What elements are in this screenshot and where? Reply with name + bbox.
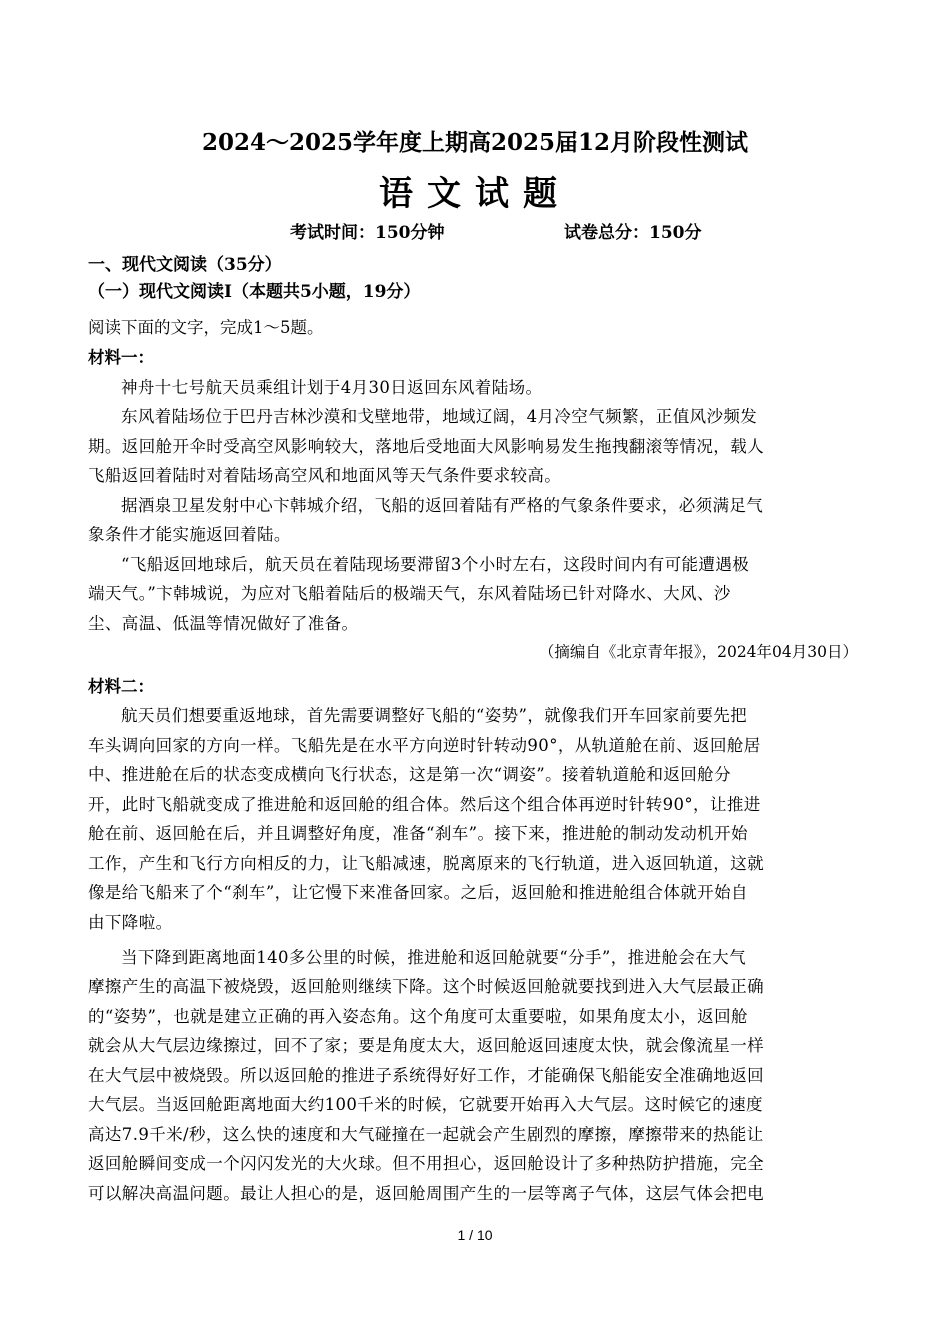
material1-line: 飞船返回着陆时对着陆场高空风和地面风等天气条件要求较高。 (88, 466, 562, 485)
material2-line: 摩擦产生的高温下被烧毁，返回舱则继续下降。这个时候返回舱就要找到进入大气层最正确 (88, 977, 764, 996)
subsection-heading: （一）现代文阅读Ⅰ（本题共5小题，19分） (88, 282, 421, 302)
material2-line: 车头调向回家的方向一样。飞船先是在水平方向逆时针转动90°，从轨道舱在前、返回舱居 (88, 736, 761, 755)
material1-line: 端天气。”卞韩城说，为应对飞船着陆后的极端天气，东风着陆场已针对降水、大风、沙 (88, 584, 731, 603)
material1-line: 据酒泉卫星发射中心卞韩城介绍，飞船的返回着陆有严格的气象条件要求，必须满足气 (121, 496, 764, 515)
material2-line: 大气层。当返回舱距离地面大约100千米的时候，它就要开始再入大气层。这时候它的速度 (88, 1095, 763, 1114)
material2-line: 返回舱瞬间变成一个闪闪发光的大火球。但不用担心，返回舱设计了多种热防护措施，完全 (88, 1154, 764, 1173)
material1-line: 东风着陆场位于巴丹吉林沙漠和戈壁地带，地域辽阔，4月冷空气频繁，正值风沙频发 (121, 407, 758, 426)
material2-line: 舱在前、返回舱在后，并且调整好角度，准备“刹车”。接下来，推进舱的制动发动机开始 (88, 824, 748, 843)
material1-source: （摘编自《北京青年报》，2024年04月30日） (538, 643, 858, 661)
instruction-text: 阅读下面的文字，完成1～5题。 (88, 318, 324, 337)
material2-label: 材料二： (88, 677, 154, 696)
exam-title: 2024～2025学年度上期高2025届12月阶段性测试 (201, 129, 749, 156)
material2-line: 可以解决高温问题。最让人担心的是，返回舱周围产生的一层等离子气体，这层气体会把电 (88, 1184, 764, 1203)
material1-line: 神舟十七号航天员乘组计划于4月30日返回东风着陆场。 (121, 378, 543, 397)
material2-line: 航天员们想要重返地球，首先需要调整好飞船的“姿势”，就像我们开车回家前要先把 (121, 706, 748, 725)
material2-line: 就会从大气层边缘擦过，回不了家；要是角度太大，返回舱返回速度太快，就会像流星一样 (88, 1036, 764, 1055)
material2-line: 由下降啦。 (88, 913, 173, 932)
section-heading: 一、现代文阅读（35分） (88, 255, 282, 275)
material2-line: 在大气层中被烧毁。所以返回舱的推进子系统得好好工作，才能确保飞船能安全准确地返回 (88, 1066, 764, 1085)
material1-line: 象条件才能实施返回着陆。 (88, 525, 291, 544)
material2-line: 工作，产生和飞行方向相反的力，让飞船减速，脱离原来的飞行轨道，进入返回轨道，这就 (88, 854, 764, 873)
material2-line: 中、推进舱在后的状态变成横向飞行状态，这是第一次“调姿”。接着轨道舱和返回舱分 (88, 765, 731, 784)
total-score: 试卷总分：150分 (564, 223, 702, 243)
material1-line: 期。返回舱开伞时受高空风影响较大，落地后受地面大风影响易发生拖拽翻滚等情况，载人 (88, 437, 764, 456)
subject-title: 语文试题 (379, 174, 571, 214)
page-number: 1 / 10 (457, 1227, 493, 1243)
material1-line: “飞船返回地球后，航天员在着陆现场要滞留3个小时左右，这段时间内有可能遭遇极 (121, 555, 750, 574)
material1-line: 尘、高温、低温等情况做好了准备。 (88, 614, 359, 633)
material2-line: 开，此时飞船就变成了推进舱和返回舱的组合体。然后这个组合体再逆时针转90°，让推进 (88, 795, 761, 814)
material2-line: 当下降到距离地面140多公里的时候，推进舱和返回舱就要“分手”，推进舱会在大气 (121, 948, 746, 967)
exam-time: 考试时间：150分钟 (290, 223, 445, 243)
material1-label: 材料一： (88, 348, 154, 367)
material2-line: 像是给飞船来了个“刹车”，让它慢下来准备回家。之后，返回舱和推进舱组合体就开始自 (88, 883, 748, 902)
material2-line: 的“姿势”，也就是建立正确的再入姿态角。这个角度可太重要啦，如果角度太小，返回舱 (88, 1007, 748, 1026)
material2-line: 高达7.9千米/秒，这么快的速度和大气碰撞在一起就会产生剧烈的摩擦，摩擦带来的热能让 (88, 1125, 764, 1144)
